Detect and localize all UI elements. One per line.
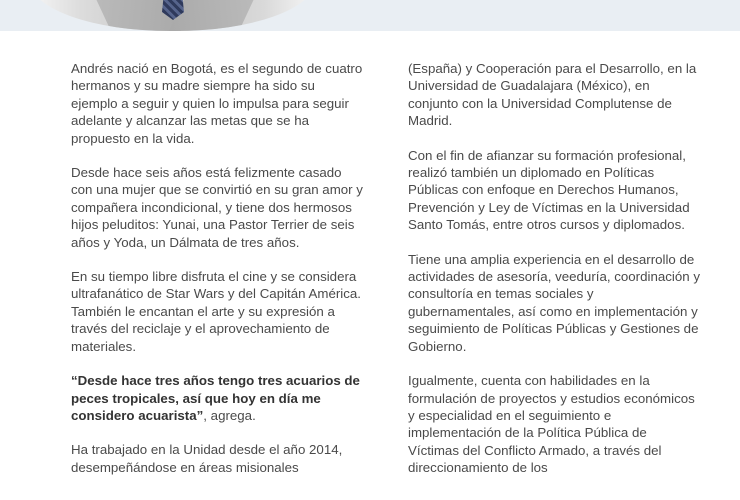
left-paragraph-2: Desde hace seis años está felizmente casado con una mujer que se convirtió en su gran amor y compañera incondicional, y tiene dos hermosos hijos peluditos: Yunai, una Pastor Terrier de seis años y Yoda, un Dálmata de tres años. [71, 165, 363, 250]
quote-text: “Desde hace tres años tengo tres acuarios de peces tropicales, así que hoy en día me considero acuarista” [71, 373, 360, 423]
right-paragraph-2: Con el fin de afianzar su formación profesional, realizó también un diplomado en Políticas Públicas con enfoque en Derechos Humanos, Prevención y Ley de Víctimas en la Universidad Santo Tomás, entre otros cursos y diplomados. [408, 147, 690, 233]
right-paragraph-1: (España) y Cooperación para el Desarrollo, en la Universidad de Guadalajara (México), en conjunto con la Universidad Complutense de Madrid. [408, 61, 697, 129]
left-paragraph-1: Andrés nació en Bogotá, es el segundo de cuatro hermanos y su madre siempre ha sido su ejemplo a seguir y quien lo impulsa para seguir adelante y alcanzar las metas que se ha propuesto en la vida. [71, 61, 363, 146]
quote-suffix: , agrega. [203, 407, 256, 423]
left-column [71, 60, 363, 493]
left-paragraph-3: En su tiempo libre disfruta el cine y se considera ultrafanático de Star Wars y del Capitán América. También le encantan el arte y su expresión a través del reciclaje y el aprovechamiento de materiales. [71, 269, 361, 354]
right-paragraph-4: Igualmente, cuenta con habilidades en la formulación de proyectos y estudios económicos y especialidad en el seguimiento e implementación de la Política Pública de Víctimas del Conflicto Armado, a través del direccionamiento de los [408, 373, 695, 476]
right-paragraph-3: Tiene una amplia experiencia en el desarrollo de actividades de asesoría, veeduría, coordinación y consultoría en temas sociales y gubernamentales, así como en implementación y seguimiento de Políticas Públicas y Gestiones de Gobierno. [408, 251, 700, 354]
quote-paragraph [71, 372, 363, 424]
right-column [408, 60, 700, 494]
left-paragraph-5: Ha trabajado en la Unidad desde el año 2014, desempeñándose en áreas misionales [71, 442, 343, 475]
